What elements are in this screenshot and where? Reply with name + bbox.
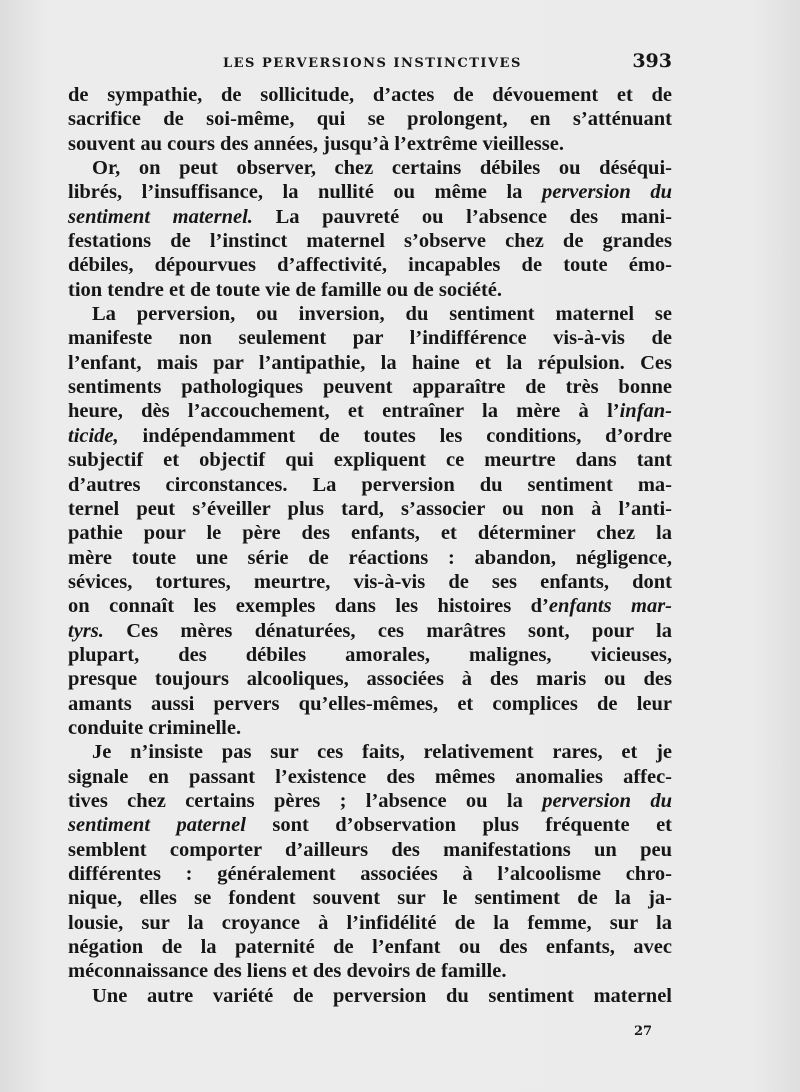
page-header <box>68 48 672 78</box>
text-line <box>68 448 672 472</box>
text-line <box>68 375 672 399</box>
text-segment: tives chez certains pères ; l’absence ou la <box>68 789 543 812</box>
text-line <box>68 302 672 326</box>
text-line <box>68 570 672 594</box>
text-segment: tion tendre et de toute vie de famille ou de société. <box>68 278 503 301</box>
text-line <box>68 765 672 789</box>
text-segment: librés, l’insuffisance, la nullité ou même la <box>68 181 542 204</box>
body-text <box>68 83 672 1008</box>
text-segment: La perversion, ou inversion, du sentiment maternel se <box>92 303 672 326</box>
text-segment: Or, on peut observer, chez certains débiles ou déséqui- <box>92 157 672 180</box>
text-segment: négation de la paternité de l’enfant ou des enfants, avec <box>68 936 672 959</box>
text-segment: débiles, dépourvues d’affectivité, incapables de toute émo- <box>68 254 672 277</box>
text-line <box>68 205 672 229</box>
text-segment: nique, elles se fondent souvent sur le sentiment de la ja- <box>68 887 672 910</box>
text-line <box>68 521 672 545</box>
text-line <box>68 886 672 910</box>
text-segment: de sympathie, de sollicitude, d’actes de dévouement et de <box>68 84 672 106</box>
text-segment: Ces mères dénaturées, ces marâtres sont, pour la <box>103 619 672 642</box>
text-line <box>68 959 672 983</box>
text-line <box>68 473 672 497</box>
text-line <box>68 253 672 277</box>
text-segment: l’enfant, mais par l’antipathie, la haine et la répulsion. Ces <box>68 351 672 374</box>
text-segment: plupart, des débiles amorales, malignes, vicieuses, <box>68 643 672 666</box>
italic-text: sentiment maternel. <box>68 205 253 228</box>
italic-text: sentiment paternel <box>68 814 246 837</box>
signature-mark: 27 <box>634 1024 653 1039</box>
italic-text: infan- <box>619 400 672 423</box>
text-line <box>68 107 672 131</box>
text-segment: lousie, sur la croyance à l’infidélité de la femme, sur la <box>68 911 672 934</box>
text-segment: sentiments pathologiques peuvent apparaître de très bonne <box>68 376 672 399</box>
text-line <box>68 594 672 618</box>
text-segment: Je n’insiste pas sur ces faits, relativement rares, et je <box>92 741 672 764</box>
text-line <box>68 619 672 643</box>
italic-text: perversion du <box>541 181 672 204</box>
text-line <box>68 546 672 570</box>
page-number: 393 <box>632 50 672 72</box>
text-line <box>68 497 672 521</box>
text-segment: sont d’observation plus fréquente et <box>245 814 673 837</box>
text-line <box>68 692 672 716</box>
text-line <box>68 351 672 375</box>
text-line <box>68 229 672 253</box>
text-segment: semblent comporter d’ailleurs des manifestations un peu <box>68 838 672 861</box>
text-segment: souvent au cours des années, jusqu’à l’extrême vieillesse. <box>68 132 564 155</box>
text-line <box>68 643 672 667</box>
text-segment: presque toujours alcooliques, associées à des maris ou des <box>68 668 672 691</box>
text-line <box>68 180 672 204</box>
text-line <box>68 740 672 764</box>
text-segment: pathie pour le père des enfants, et déterminer chez la <box>68 522 672 545</box>
text-line <box>68 667 672 691</box>
running-head: LES PERVERSIONS INSTINCTIVES <box>223 56 522 71</box>
text-segment: subjectif et objectif qui expliquent ce meurtre dans tant <box>68 449 672 472</box>
text-segment: manifeste non seulement par l’indifférence vis-à-vis de <box>68 327 672 350</box>
text-segment: conduite criminelle. <box>68 716 242 739</box>
text-segment: mère toute une série de réactions : abandon, négligence, <box>68 546 672 569</box>
text-segment: on connaît les exemples dans les histoires d’ <box>68 595 549 618</box>
text-segment: amants aussi pervers qu’elles-mêmes, et complices de leur <box>68 692 672 715</box>
text-segment: La pauvreté ou l’absence des mani- <box>252 205 672 228</box>
text-line <box>68 399 672 423</box>
text-line <box>68 813 672 837</box>
text-line <box>68 156 672 180</box>
text-segment: ternel peut s’éveiller plus tard, s’associer ou non à l’anti- <box>68 497 672 520</box>
text-line <box>68 424 672 448</box>
text-segment: différentes : généralement associées à l’alcoolisme chro- <box>68 863 672 885</box>
text-line <box>68 911 672 935</box>
italic-text: enfants mar- <box>548 595 672 618</box>
text-segment: sévices, tortures, meurtre, vis-à-vis de ses enfants, dont <box>68 570 672 593</box>
text-segment: sacrifice de soi-même, qui se prolongent, en s’atténuant <box>68 108 672 131</box>
text-line <box>68 716 672 740</box>
text-line <box>68 935 672 959</box>
text-segment: d’autres circonstances. La perversion du sentiment ma- <box>68 473 672 496</box>
text-segment: heure, dès l’accouchement, et entraîner la mère à l’ <box>68 400 620 423</box>
text-line <box>68 326 672 350</box>
text-line <box>68 984 672 1008</box>
italic-text: tyrs. <box>68 619 104 642</box>
text-line <box>68 83 672 107</box>
text-line <box>68 838 672 862</box>
text-segment: signale en passant l’existence des mêmes anomalies affec- <box>68 765 672 788</box>
text-line <box>68 132 672 156</box>
text-segment: méconnaissance des liens et des devoirs de famille. <box>68 960 507 983</box>
text-segment: indépendamment de toutes les conditions, d’ordre <box>118 424 672 447</box>
text-line <box>68 862 672 886</box>
italic-text: ticide, <box>68 424 119 447</box>
text-segment: Une autre variété de perversion du sentiment maternel <box>92 984 672 1007</box>
text-line <box>68 789 672 813</box>
text-segment: festations de l’instinct maternel s’observe chez de grandes <box>68 230 672 253</box>
italic-text: perversion du <box>542 789 672 812</box>
text-line <box>68 278 672 302</box>
